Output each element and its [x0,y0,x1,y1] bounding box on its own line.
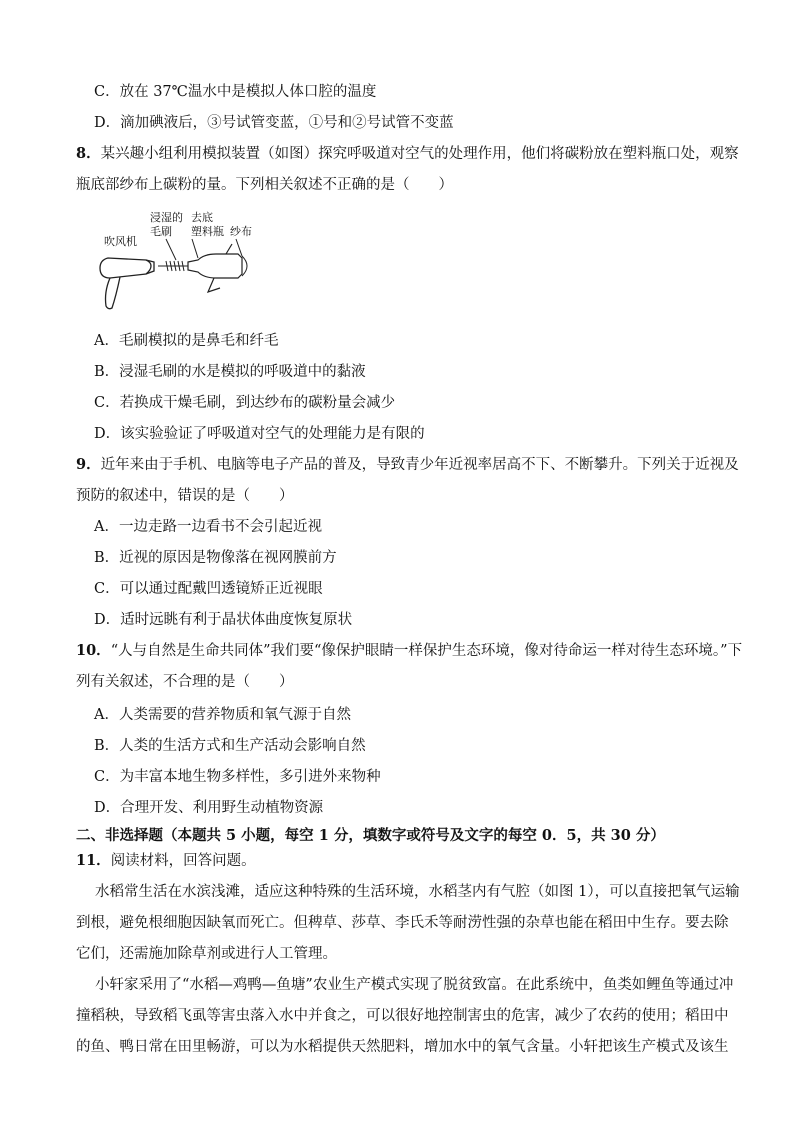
q8-option-d: D．该实验验证了呼吸道对空气的处理能力是有限的 [94,426,425,442]
section-heading-nonchoice: 二、非选择题（本题共 5 小题，每空 1 分，填数字或符号及文字的每空 0．5，共 30 分） [76,827,665,844]
q10-option-c: C．为丰富本地生物多样性，多引进外来物种 [94,769,381,785]
q10-option-b: B．人类的生活方式和生产活动会影响自然 [94,738,366,754]
q9-option-a: A．一边走路一边看书不会引起近视 [94,519,322,535]
q9-option-c: C．可以通过配戴凹透镜矫正近视眼 [94,581,323,597]
label-gauze: 纱布 [230,225,252,238]
breathing-model-figure [96,208,266,313]
label-bottle-line1: 去底 [191,211,213,224]
label-bottle-line2: 塑料瓶 [191,225,224,238]
passage1-line3: 它们，还需施加除草剂或进行人工管理。 [76,946,337,962]
q10-stem-line1 [76,641,794,661]
q9-stem-line2: 预防的叙述中，错误的是（ ） [76,488,294,504]
q9-option-b: B．近视的原因是物像落在视网膜前方 [94,550,337,566]
passage1-line1: 水稻常生活在水滨浅滩，适应这种特殊的生活环境，水稻茎内有气腔（如图 1），可以直接把氧气运输 [95,884,740,900]
passage2-line2: 撞稻秧，导致稻飞虱等害虫落入水中并食之，可以很好地控制害虫的危害，减少了农药的使用；稻田中 [76,1008,729,1024]
breathing-model-diagram [96,208,266,313]
q8-option-a: A．毛刷模拟的是鼻毛和纤毛 [94,333,279,349]
q9-stem-text1: 近年来由于手机、电脑等电子产品的普及，导致青少年近视率居高不下、不断攀升。下列关于近视及 [100,457,739,473]
q8-option-c: C．若换成干燥毛刷，到达纱布的碳粉量会减少 [94,395,396,411]
q10-option-a: A．人类需要的营养物质和氧气源于自然 [94,707,351,723]
passage2-line1: 小轩家采用了“水稻—鸡鸭—鱼塘”农业生产模式实现了脱贫致富。在此系统中，鱼类如鲤鱼等通过冲 [95,977,734,993]
label-wet-brush-line1: 浸湿的 [150,211,183,224]
q8-stem-line1 [76,144,794,164]
q10-option-d: D．合理开发、利用野生动植物资源 [94,800,324,816]
q10-stem-line2: 列有关叙述，不合理的是（ ） [76,674,294,690]
hair-dryer-icon [100,258,154,309]
q11-stem-text: 阅读材料，回答问题。 [110,853,256,869]
q7-option-c: C．放在 37℃温水中是模拟人体口腔的温度 [94,84,377,100]
q9-option-d: D．适时远眺有利于晶状体曲度恢复原状 [94,612,353,628]
passage2-line3: 的鱼、鸭日常在田里畅游，可以为水稻提供天然肥料，增加水中的氧气含量。小轩把该生产模式及该生 [76,1039,729,1055]
passage1-line2: 到根，避免根细胞因缺氧而死亡。但稗草、莎草、李氏禾等耐涝性强的杂草也能在稻田中生存。要去除 [76,915,729,931]
q11-number: 11． [76,852,111,869]
q11-stem [76,851,794,871]
label-wet-brush-line2: 毛刷 [150,225,172,238]
q9-number: 9． [76,456,101,473]
q8-stem-text1: 某兴趣小组利用模拟装置（如图）探究呼吸道对空气的处理作用，他们将碳粉放在塑料瓶口处，观察 [100,146,739,162]
q8-stem-line2: 瓶底部纱布上碳粉的量。下列相关叙述不正确的是（ ） [76,177,453,193]
q10-stem-text1: “人与自然是生命共同体”我们要“像保护眼睛一样保护生态环境，像对待命运一样对待生态环境。”下 [110,643,743,659]
q8-option-b: B．浸湿毛刷的水是模拟的呼吸道中的黏液 [94,364,366,380]
label-hair-dryer: 吹风机 [104,235,137,248]
q10-number: 10． [76,642,111,659]
q8-number: 8． [76,145,101,162]
wet-brush-icon [158,261,188,271]
q9-stem-line1 [76,455,794,475]
gauze-icon [166,239,247,276]
q7-option-d: D．滴加碘液后，③号试管变蓝，①号和②号试管不变蓝 [94,115,454,131]
